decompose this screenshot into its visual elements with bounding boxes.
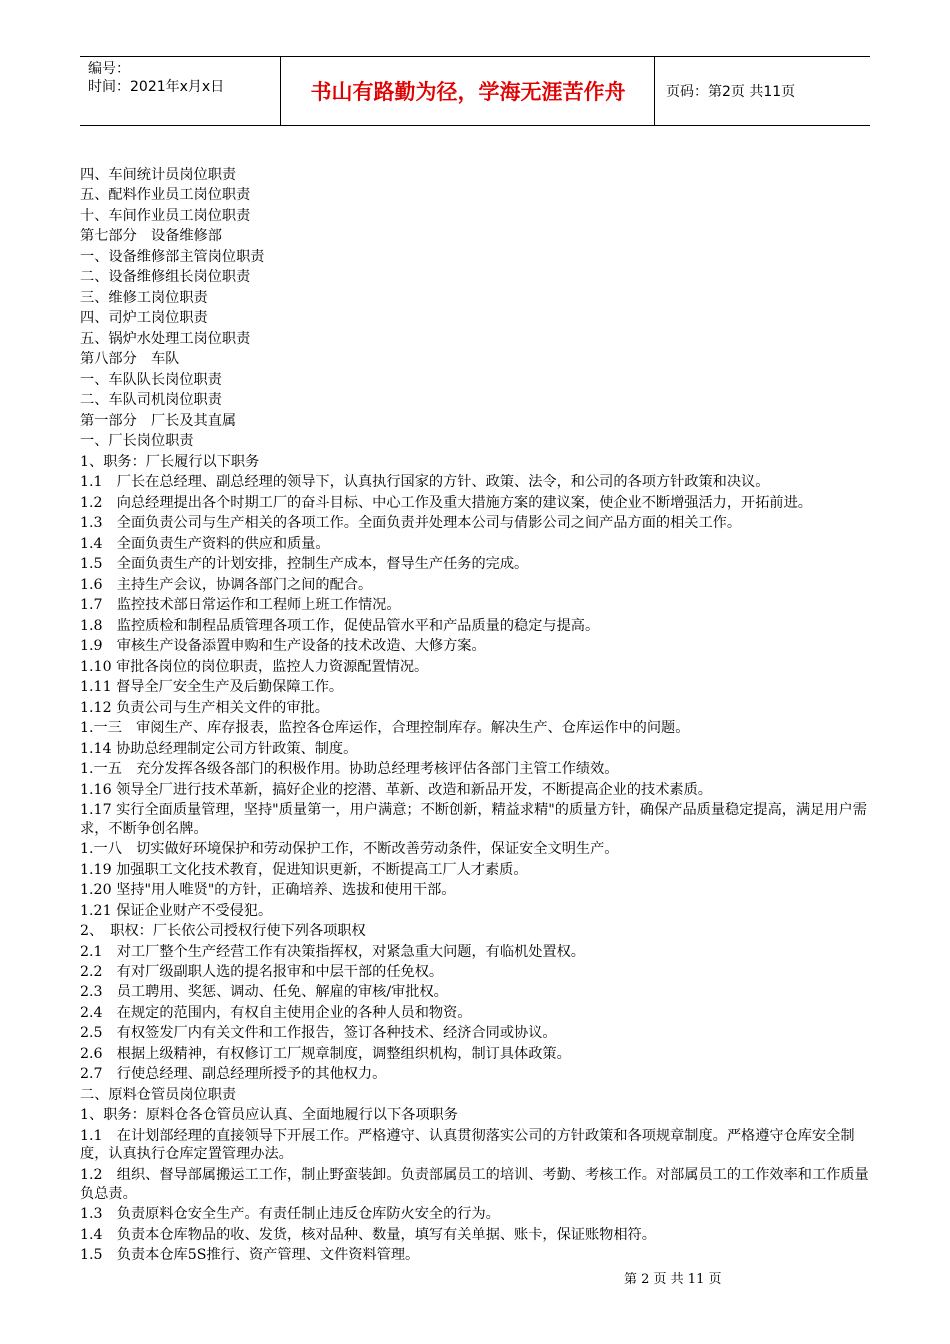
paragraph: 1、职务：原料仓各仓管员应认真、全面地履行以下各项职务 xyxy=(80,1107,458,1124)
paragraph: 2、 职权：厂长依公司授权行使下列各项职权 xyxy=(80,923,366,940)
header-meta xyxy=(80,57,280,125)
paragraph: 1.7 监控技术部日常运作和工程师上班工作情况。 xyxy=(80,597,401,614)
paragraph: 2.5 有权签发厂内有关文件和工作报告，签订各种技术、经济合同或协议。 xyxy=(80,1025,557,1042)
paragraph: 五、配料作业员工岗位职责 xyxy=(80,187,251,204)
paragraph: 2.6 根据上级精神，有权修订工厂规章制度，调整组织机构，制订具体政策。 xyxy=(80,1045,571,1062)
paragraph: 三、维修工岗位职责 xyxy=(80,289,208,306)
paragraph: 1.9 审核生产设备添置申购和生产设备的技术改造、大修方案。 xyxy=(80,638,486,655)
paragraph: 1.一五 充分发挥各级各部门的积极作用。协助总经理考核评估各部门主管工作绩效。 xyxy=(80,761,619,778)
header-divider-left xyxy=(280,57,281,125)
paragraph: 二、设备维修组长岗位职责 xyxy=(80,269,251,286)
paragraph: 1.16 领导全厂进行技术革新，搞好企业的挖潜、革新、改造和新品开发，不断提高企业的技术素质。 xyxy=(80,781,712,798)
paragraph: 2.2 有对厂级副职人选的提名报审和中层干部的任免权。 xyxy=(80,964,444,980)
paragraph: 1、职务：厂长履行以下职务 xyxy=(80,453,260,470)
paragraph: 第七部分 设备维修部 xyxy=(80,228,222,245)
paragraph: 1.8 监控质检和制程品质管理各项工作，促使品管水平和产品质量的稳定与提高。 xyxy=(80,617,600,634)
paragraph: 二、原料仓管员岗位职责 xyxy=(80,1086,237,1103)
paragraph: 1.20 坚持"用人唯贤"的方针，正确培养、选拔和使用干部。 xyxy=(80,882,456,899)
paragraph: 1.1 厂长在总经理、副总经理的领导下，认真执行国家的方针、政策、法令，和公司的各项方针政策和决议。 xyxy=(80,474,770,491)
paragraph: 1.3 负责原料仓安全生产。有责任制止违反仓库防火安全的行为。 xyxy=(80,1206,500,1223)
document-body xyxy=(80,166,880,1266)
paragraph: 五、锅炉水处理工岗位职责 xyxy=(80,330,251,347)
paragraph: 二、车队司机岗位职责 xyxy=(80,392,222,409)
paragraph: 一、厂长岗位职责 xyxy=(80,433,194,450)
paragraph: 2.3 员工聘用、奖惩、调动、任免、解雇的审核/审批权。 xyxy=(80,984,448,1001)
paragraph: 1.4 全面负责生产资料的供应和质量。 xyxy=(80,535,330,552)
paragraph: 四、车间统计员岗位职责 xyxy=(80,167,237,183)
paragraph: 1.3 全面负责公司与生产相关的各项工作。全面负责并处理本公司与倩影公司之间产品方面的相关工作。 xyxy=(80,515,742,532)
number-label: 编号： xyxy=(88,61,130,77)
paragraph: 2.4 在规定的范围内，有权自主使用企业的各种人员和物资。 xyxy=(80,1004,472,1021)
paragraph: 1.19 加强职工文化技术教育，促进知识更新，不断提高工厂人才素质。 xyxy=(80,861,528,878)
paragraph: 1.6 主持生产会议，协调各部门之间的配合。 xyxy=(80,576,373,593)
paragraph: 一、设备维修部主管岗位职责 xyxy=(80,248,265,265)
paragraph: 1.5 全面负责生产的计划安排，控制生产成本，督导生产任务的完成。 xyxy=(80,556,529,573)
header-motto: 书山有路勤为径，学海无涯苦作舟 xyxy=(310,80,626,104)
paragraph: 1.2 组织、督导部属搬运工工作，制止野蛮装卸。负责部属员工的培训、考勤、考核工作。对部属员工的工作效率和工作质量负总责。 xyxy=(80,1166,869,1202)
paragraph: 1.11 督导全厂安全生产及后勤保障工作。 xyxy=(80,679,344,696)
paragraph: 1.12 负责公司与生产相关文件的审批。 xyxy=(80,699,329,716)
paragraph: 一、车队队长岗位职责 xyxy=(80,371,222,388)
paragraph: 1.一八 切实做好环境保护和劳动保护工作，不断改善劳动条件，保证安全文明生产。 xyxy=(80,841,619,858)
paragraph: 2.1 对工厂整个生产经营工作有决策指挥权，对紧急重大问题，有临机处置权。 xyxy=(80,943,585,960)
date-label: 时间：2021年x月x日 xyxy=(88,79,225,95)
paragraph: 第八部分 车队 xyxy=(80,351,180,368)
page-footer: 第 2 页 共 11 页 xyxy=(624,1272,722,1287)
paragraph: 1.4 负责本仓库物品的收、发货，核对品种、数量，填写有关单据、账卡，保证账物相符。 xyxy=(80,1226,656,1243)
paragraph: 2.7 行使总经理、副总经理所授予的其他权力。 xyxy=(80,1066,387,1083)
paragraph: 1.10 审批各岗位的岗位职责，监控人力资源配置情况。 xyxy=(80,658,429,675)
paragraph: 1.17 实行全面质量管理，坚持"质量第一，用户满意；不断创新，精益求精"的质量方针，确保产品质量稳定提高，满足用户需求，不断争创名牌。 xyxy=(80,802,867,837)
paragraph: 1.5 负责本仓库5S推行、资产管理、文件资料管理。 xyxy=(80,1247,420,1263)
paragraph: 第一部分 厂长及其直属 xyxy=(80,412,237,429)
header-page-number: 页码：第2页 共11页 xyxy=(666,84,796,100)
paragraph: 1.2 向总经理提出各个时期工厂的奋斗目标、中心工作及重大措施方案的建议案，使企业不断增强活力，开拓前进。 xyxy=(80,494,812,511)
paragraph: 1.一三 审阅生产、库存报表，监控各仓库运作，合理控制库存。解决生产、仓库运作中的问题。 xyxy=(80,720,690,737)
header-divider-right xyxy=(654,57,655,125)
paragraph: 1.1 在计划部经理的直接领导下开展工作。严格遵守、认真贯彻落实公司的方针政策和各项规章制度。严格遵守仓库安全制度，认真执行仓库定置管理办法。 xyxy=(80,1127,855,1163)
paragraph: 四、司炉工岗位职责 xyxy=(80,310,208,327)
page-header xyxy=(80,56,870,126)
paragraph: 1.21 保证企业财产不受侵犯。 xyxy=(80,902,273,919)
paragraph: 十、车间作业员工岗位职责 xyxy=(80,207,251,224)
paragraph: 1.14 协助总经理制定公司方针政策、制度。 xyxy=(80,740,358,757)
